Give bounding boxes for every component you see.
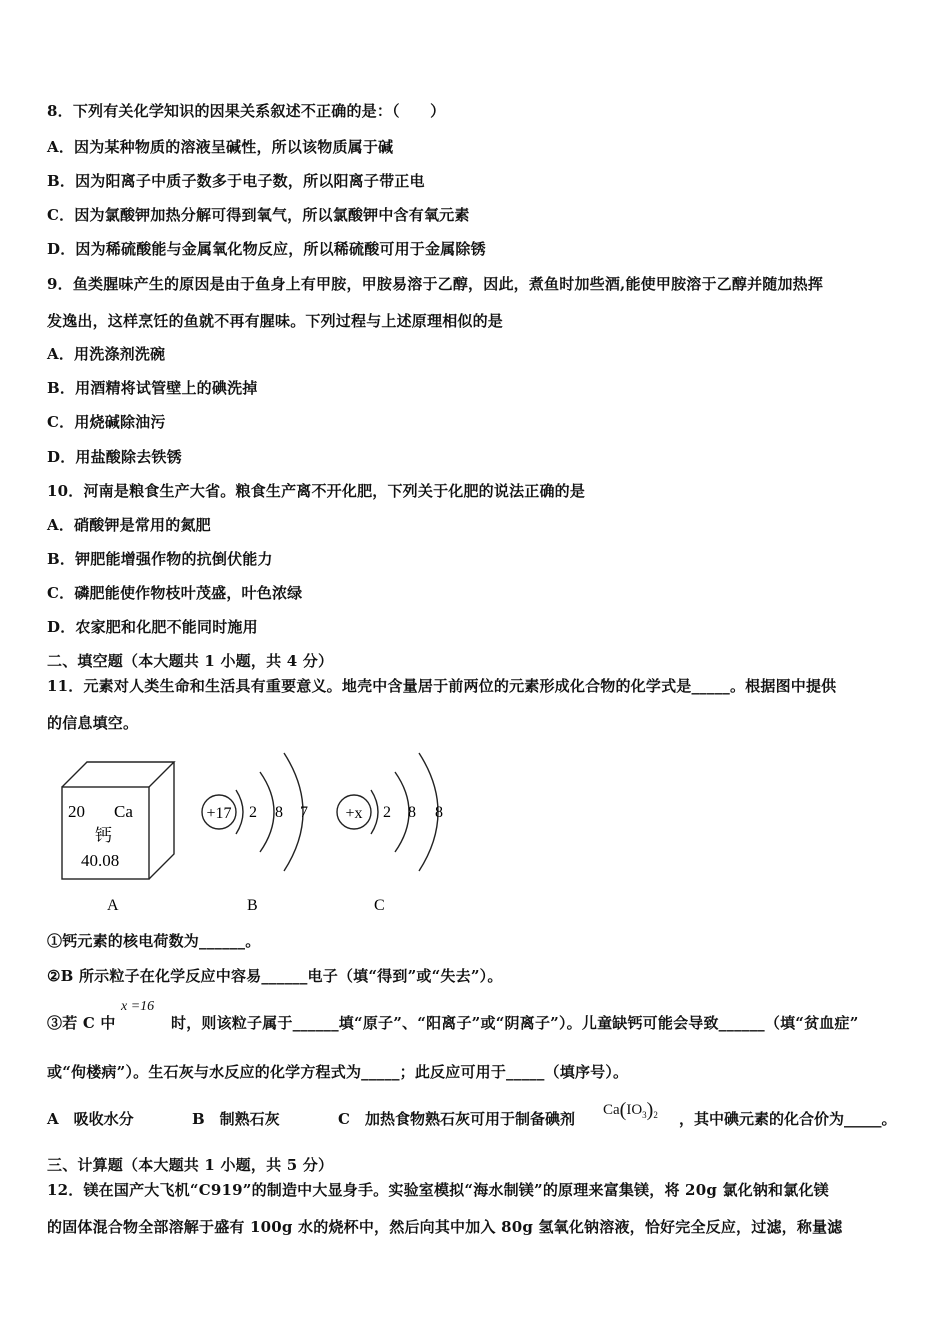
- q11-figure: [50, 745, 470, 925]
- q11-sub3-math: x =16: [121, 999, 155, 1014]
- q11-sub3-line2: 或“佝楼病”）。生石灰与水反应的化学方程式为_____；此反应可用于_____（填序号）。: [47, 1063, 629, 1081]
- q8-option-d: D．因为稀硫酸能与金属氧化物反应，所以稀硫酸可用于金属除锈: [47, 240, 486, 258]
- q11-sub1: ①钙元素的核电荷数为______。: [47, 932, 261, 950]
- atom-b-shells: [236, 753, 303, 871]
- q10-option-b: B．钾肥能增强作物的抗倒伏能力: [47, 550, 273, 568]
- atom-c-shell-3: 8: [435, 804, 443, 821]
- element-symbol: Ca: [114, 802, 133, 821]
- atom-b-shell-2: 8: [275, 804, 283, 821]
- q10-option-a: A．硝酸钾是常用的氮肥: [47, 516, 211, 534]
- section-calculation-title: 三、计算题（本大题共 1 小题，共 5 分）: [47, 1156, 334, 1174]
- figure-label-c: C: [374, 897, 385, 914]
- q10-stem: 10．河南是粮食生产大省。粮食生产离不开化肥，下列关于化肥的说法正确的是: [47, 482, 586, 500]
- q8-option-a: A．因为某种物质的溶液呈碱性，所以该物质属于碱: [47, 138, 394, 156]
- atom-b-shell-1: 2: [249, 804, 257, 821]
- q11-sub3-prefix: ③若 C 中: [47, 1014, 116, 1032]
- q8-option-b: B．因为阳离子中质子数多于电子数，所以阳离子带正电: [47, 172, 425, 190]
- formula-ca: Ca: [603, 1102, 620, 1118]
- q12-stem-line1: 12．镁在国产大飞机“C919”的制造中大显身手。实验室模拟“海水制镁”的原理来富集镁，将 20g 氯化钠和氯化镁: [47, 1181, 829, 1199]
- figure-label-a: A: [107, 897, 119, 914]
- q9-stem-line1: 9．鱼类腥味产生的原因是由于鱼身上有甲胺，甲胺易溶于乙醇，因此，煮鱼时加些酒,能使甲胺溶于乙醇并随加热挥: [47, 275, 824, 293]
- q8-option-c: C．因为氯酸钾加热分解可得到氧气，所以氯酸钾中含有氧元素: [47, 206, 470, 224]
- q11-option-b: B 制熟石灰: [192, 1110, 280, 1128]
- element-atomic-number: 20: [68, 802, 85, 821]
- q11-option-c: C 加热食物熟石灰可用于制备碘剂: [338, 1110, 575, 1128]
- figure-label-b: B: [247, 897, 258, 914]
- q9-option-b: B．用酒精将试管壁上的碘洗掉: [47, 379, 258, 397]
- atom-c-shell-2: 8: [408, 804, 416, 821]
- atom-b-nucleus-charge: +17: [206, 805, 232, 822]
- section-fill-in-title: 二、填空题（本大题共 1 小题，共 4 分）: [47, 652, 334, 670]
- atom-c-nucleus-charge: +x: [345, 805, 363, 822]
- formula-sub-3: 3: [642, 1110, 647, 1120]
- q10-option-c: C．磷肥能使作物枝叶茂盛，叶色浓绿: [47, 584, 303, 602]
- formula-io: IO: [626, 1102, 643, 1118]
- atom-b-shell-3: 7: [300, 804, 308, 821]
- q10-option-d: D．农家肥和化肥不能同时施用: [47, 618, 258, 636]
- atom-c-shells: [371, 753, 438, 871]
- q11-option-a: A 吸收水分: [47, 1110, 134, 1128]
- formula-calcium-iodate: $Ca(IO_3)_2$: [603, 1099, 658, 1121]
- q9-option-c: C．用烧碱除油污: [47, 413, 166, 431]
- atom-c-shell-1: 2: [383, 804, 391, 821]
- q9-option-d: D．用盐酸除去铁锈: [47, 448, 182, 466]
- element-name: 钙: [95, 826, 112, 846]
- q11-stem-line2: 的信息填空。: [47, 714, 139, 732]
- q11-sub2: ②B 所示粒子在化学反应中容易______电子（填“得到”或“失去”）。: [47, 967, 503, 985]
- formula-sub-2: 2: [653, 1110, 658, 1120]
- q9-stem-line2: 发逸出，这样烹饪的鱼就不再有腥味。下列过程与上述原理相似的是: [47, 312, 504, 330]
- q8-stem: 8．下列有关化学知识的因果关系叙述不正确的是：（ ）: [47, 102, 446, 120]
- q11-sub3-text: 时，则该粒子属于______填“原子”、“阳离子”或“阴离子”）。儿童缺钙可能会导致______（填“贫血症”: [171, 1014, 859, 1032]
- q12-stem-line2: 的固体混合物全部溶解于盛有 100g 水的烧杯中，然后向其中加入 80g 氢氧化钠溶液，恰好完全反应，过滤，称量滤: [47, 1218, 843, 1236]
- q9-option-a: A．用洗涤剂洗碗: [47, 345, 166, 363]
- q11-option-c-tail: ，其中碘元素的化合价为_____。: [679, 1110, 897, 1128]
- element-atomic-mass: 40.08: [81, 851, 120, 870]
- q11-stem-line1: 11．元素对人类生命和生活具有重要意义。地壳中含量居于前两位的元素形成化合物的化学式是_____。根据图中提供: [47, 677, 837, 695]
